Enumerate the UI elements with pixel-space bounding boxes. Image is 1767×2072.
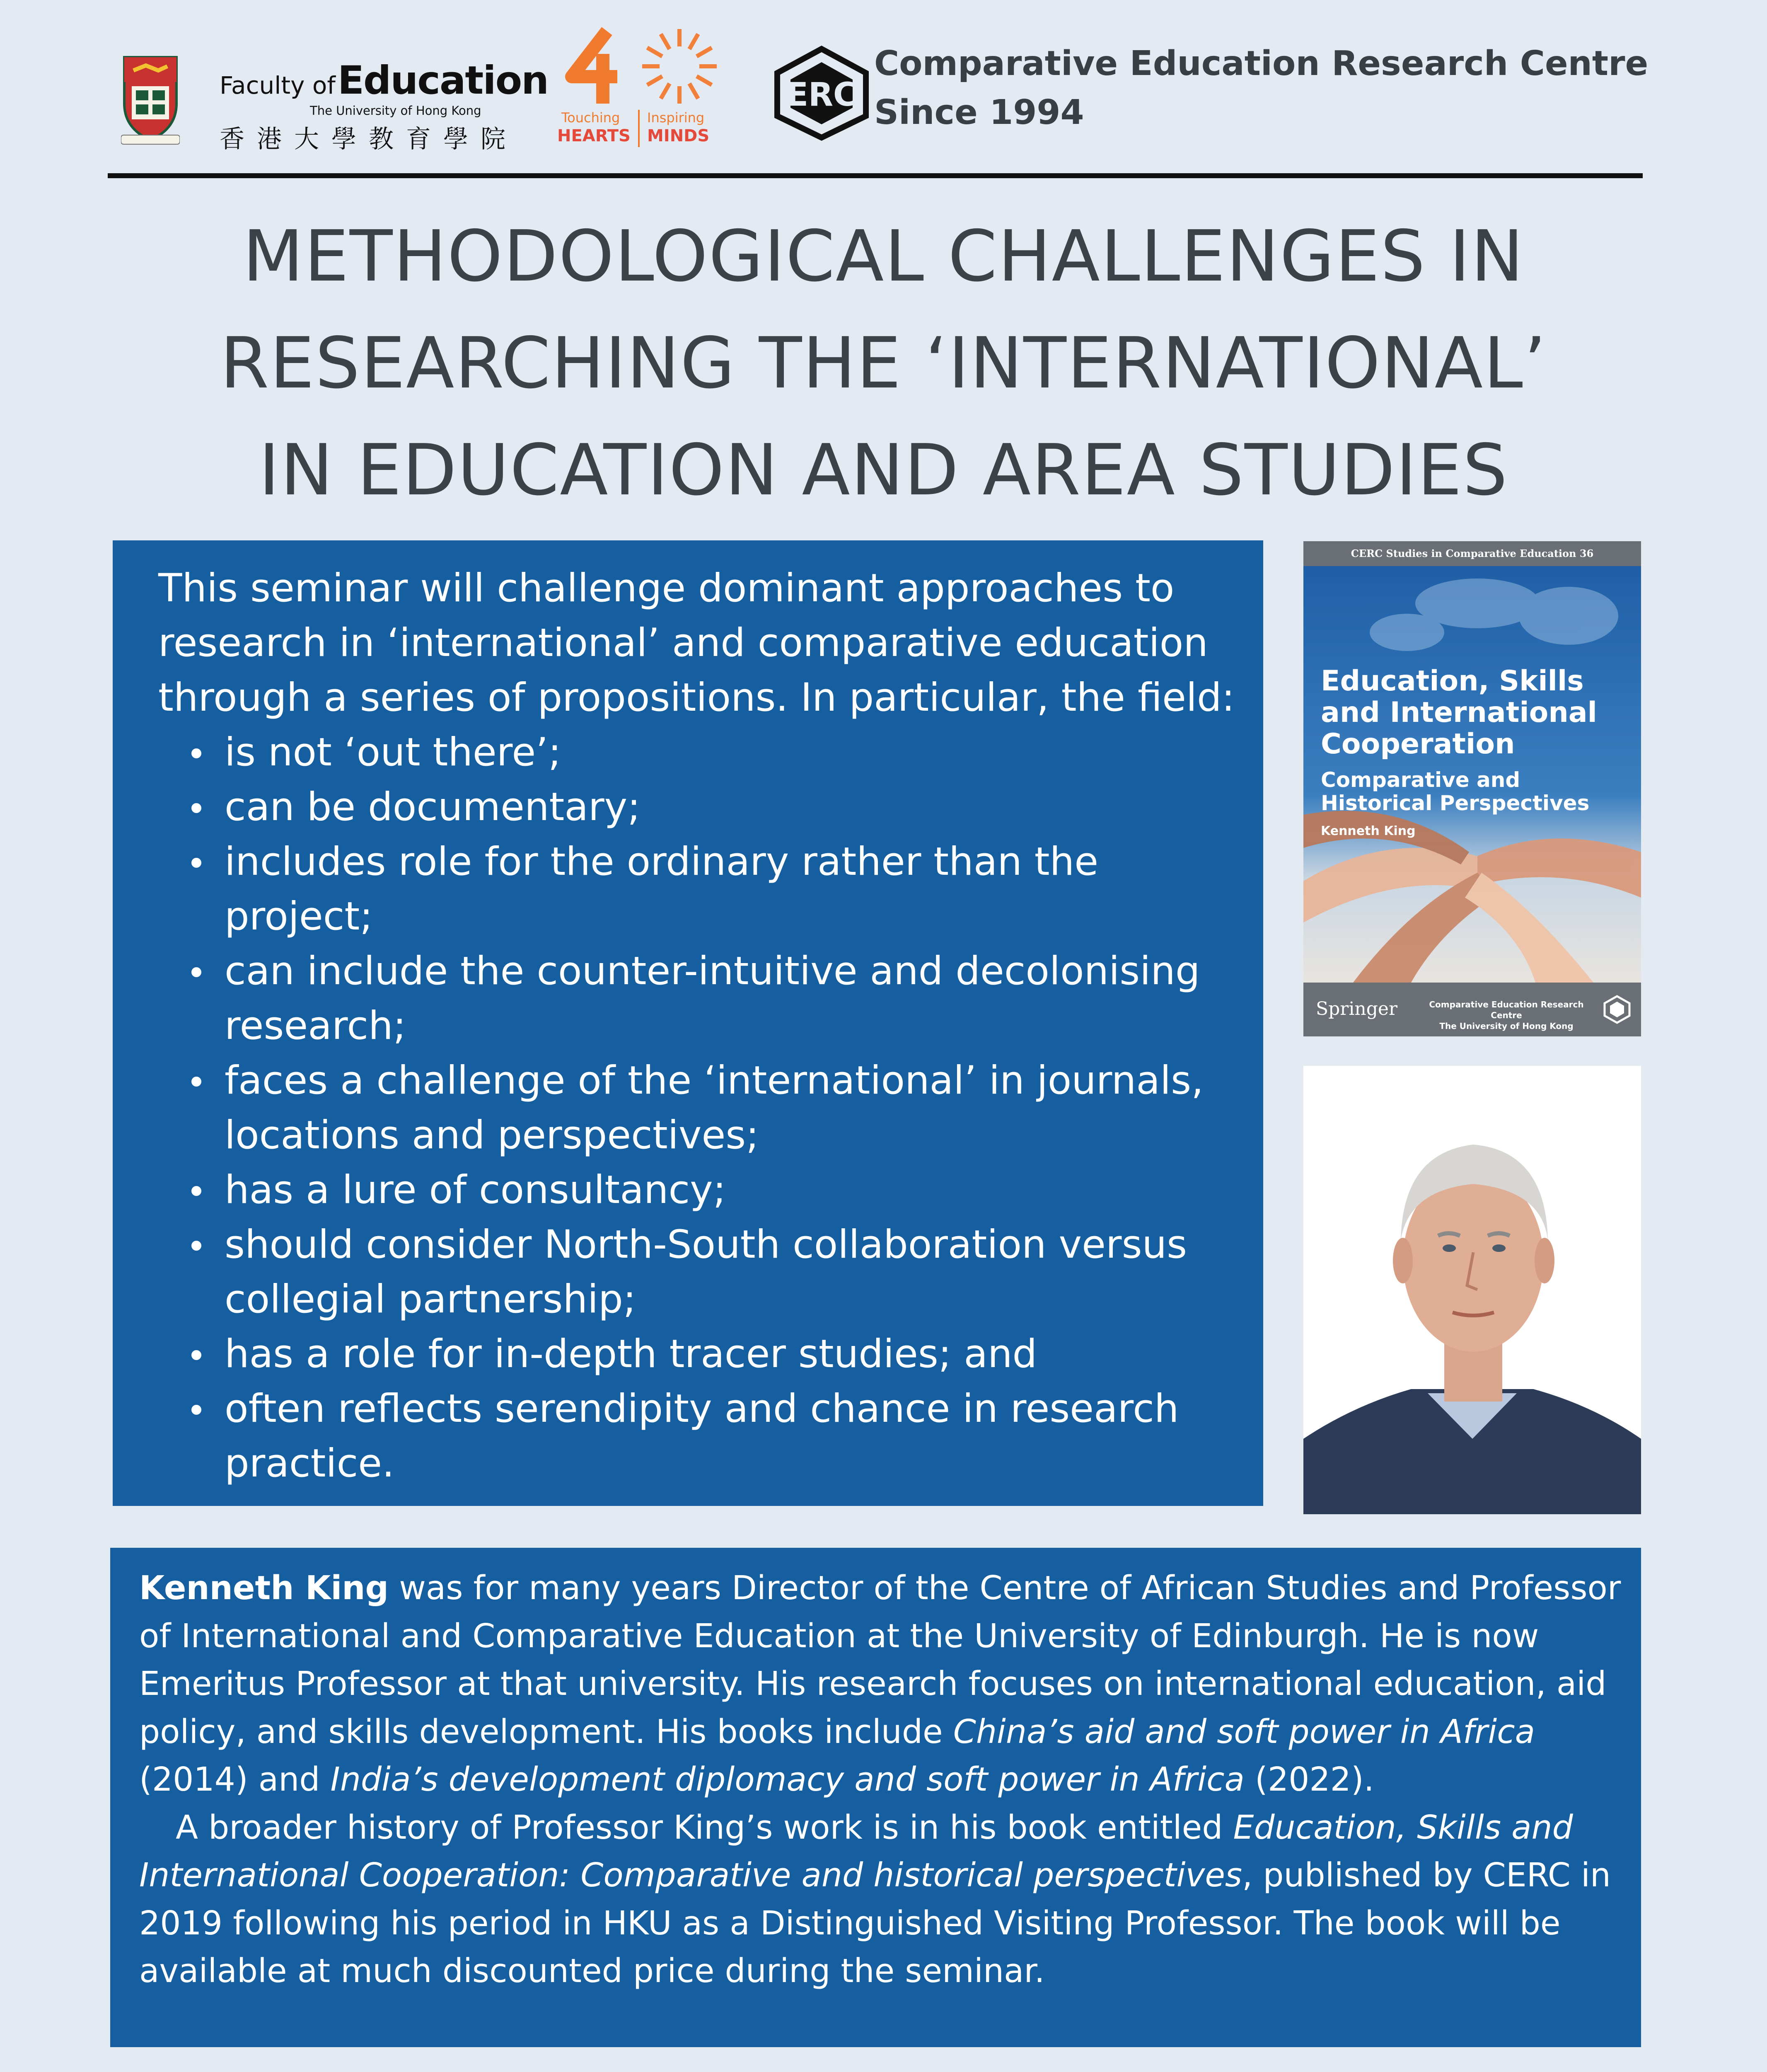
book-cover-image <box>1303 541 1641 1036</box>
minds-text: MINDS <box>647 126 710 145</box>
faculty-chinese-name: 香港大學教育學院 <box>220 125 518 154</box>
propositions-list <box>158 725 1238 1491</box>
bio-text: , published by CERC in 2019 following his period in HKU as a Distinguished Visiting Professor. The book will be available at much discounted price during the seminar. <box>139 1856 1611 1990</box>
bio-text: (2022). <box>1244 1760 1374 1798</box>
cerc-title <box>874 39 1744 137</box>
bio-text: (2014) and <box>139 1760 331 1798</box>
seminar-title <box>83 203 1684 524</box>
cerc-since: Since 1994 <box>874 93 1084 132</box>
inspiring-text: Inspiring <box>647 110 705 126</box>
header-divider <box>108 173 1643 178</box>
book-title-2: and International <box>1321 696 1597 729</box>
book-subtitle-2: Historical Perspectives <box>1321 791 1590 815</box>
list-item: often reflects serendipity and chance in research practice. <box>158 1382 1238 1491</box>
book-title-china: China’s aid and soft power in Africa <box>953 1712 1535 1751</box>
book-cerc-line-1: Comparative Education Research Centre <box>1429 1000 1584 1020</box>
book-title-3: Cooperation <box>1321 728 1515 760</box>
cerc-name: Comparative Education Research Centre <box>874 44 1649 83</box>
anniversary-divider <box>638 110 640 147</box>
book-author: Kenneth King <box>1321 824 1416 838</box>
book-title-1: Education, Skills <box>1321 665 1584 697</box>
cerc-logo <box>770 46 873 141</box>
book-series-label: CERC Studies in Comparative Education 36 <box>1303 541 1641 566</box>
hku-crest-logo <box>121 54 180 146</box>
hearts-text: HEARTS <box>557 126 631 145</box>
faculty-of-text: Faculty of <box>220 71 336 99</box>
title-line-2: RESEARCHING THE ‘INTERNATIONAL’ <box>220 322 1547 404</box>
bio-paragraph-2 <box>139 1804 1624 1995</box>
list-item: has a lure of consultancy; <box>158 1163 1238 1218</box>
list-item: faces a challenge of the ‘international’ in journals, locations and perspectives; <box>158 1053 1238 1163</box>
book-cerc-icon <box>1603 995 1632 1024</box>
university-name: The University of Hong Kong <box>310 104 481 118</box>
book-subtitle-1: Comparative and <box>1321 768 1520 792</box>
education-wordmark: Education <box>337 58 549 103</box>
bio-paragraph-1 <box>139 1564 1624 1804</box>
title-line-1: METHODOLOGICAL CHALLENGES IN <box>242 215 1525 298</box>
book-title-education-skills: Education, Skills and International Cooperation: Comparative and historical perspectives <box>139 1808 1573 1894</box>
speaker-bio-panel <box>110 1548 1641 2047</box>
book-cerc-line-2: The University of Hong Kong <box>1439 1021 1574 1031</box>
list-item: can be documentary; <box>158 780 1238 835</box>
bio-text: A broader history of Professor King’s work is in his book entitled <box>176 1808 1233 1847</box>
book-cover-text <box>1321 666 1597 838</box>
book-cover-footer <box>1303 983 1641 1036</box>
list-item: includes role for the ordinary rather than the project; <box>158 835 1238 944</box>
list-item: is not ‘out there’; <box>158 725 1238 780</box>
anniversary-40-graphic <box>555 25 721 108</box>
kenneth-king-photo <box>1303 1066 1641 1514</box>
book-title-india: India’s development diplomacy and soft power in Africa <box>330 1760 1245 1798</box>
speaker-name: Kenneth King <box>139 1569 389 1607</box>
abstract-intro: This seminar will challenge dominant approaches to research in ‘international’ and comparative education through a series of propositions. In particular, the field: <box>158 566 1235 720</box>
springer-logo: Springer <box>1316 998 1397 1019</box>
list-item: can include the counter-intuitive and decolonising research; <box>158 944 1238 1053</box>
list-item: has a role for in-depth tracer studies; and <box>158 1327 1238 1382</box>
abstract-panel <box>113 540 1263 1506</box>
title-line-3: IN EDUCATION AND AREA STUDIES <box>259 429 1508 511</box>
bio-text: was for many years Director of the Centre of African Studies and Professor of International and Comparative Education at the University of Edinburgh. He is now Emeritus Professor at that university. His research focuses on international education, aid policy, and skills development. His books include <box>139 1569 1621 1751</box>
faculty-of-education-logo <box>220 58 549 154</box>
anniversary-40-logo <box>555 25 721 153</box>
svg-text:ERC: ERC <box>786 76 857 114</box>
list-item: should consider North-South collaboration versus collegial partnership; <box>158 1218 1238 1327</box>
book-cerc-label <box>1417 999 1595 1031</box>
touching-text: Touching <box>561 110 620 126</box>
